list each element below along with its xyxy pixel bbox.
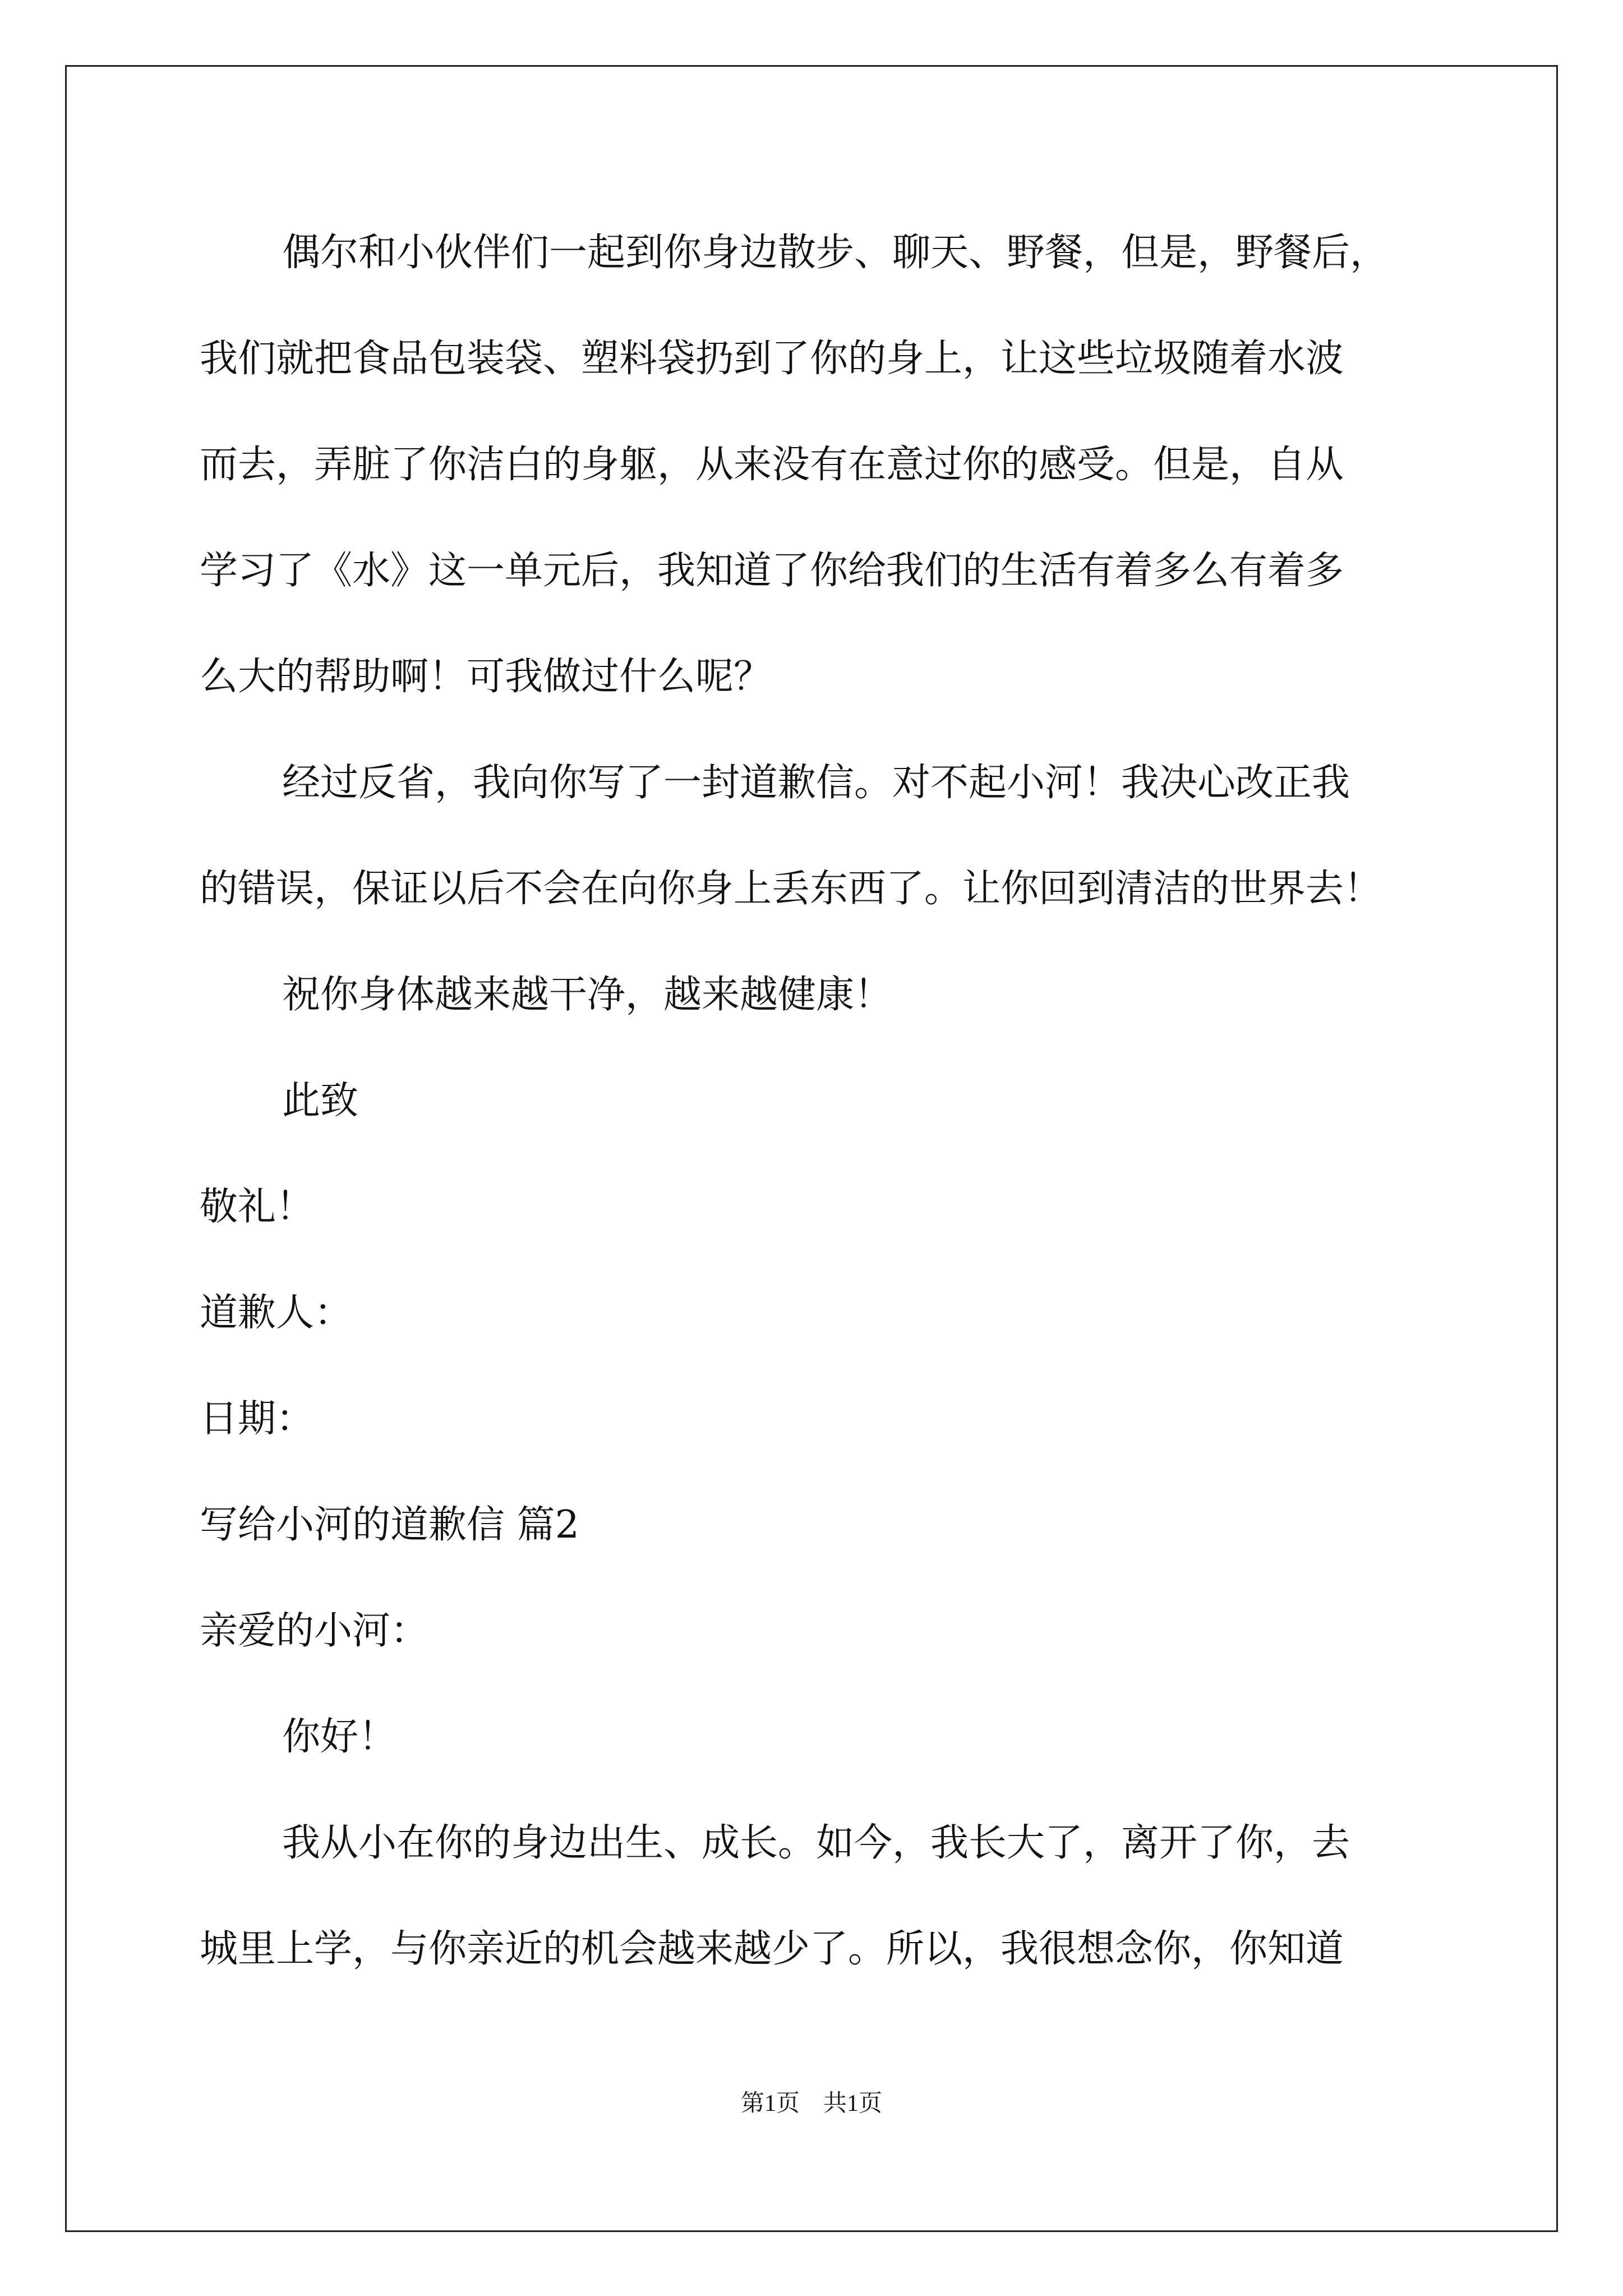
signer-label: 道歉人： bbox=[200, 1291, 353, 1335]
section-heading: 写给小河的道歉信 篇2 bbox=[200, 1503, 579, 1547]
paragraph-line: 么大的帮助啊！可我做过什么呢？ bbox=[200, 655, 772, 699]
date-label: 日期： bbox=[200, 1397, 315, 1441]
greeting-line: 亲爱的小河： bbox=[200, 1609, 429, 1653]
paragraph-line: 祝你身体越来越干净，越来越健康！ bbox=[282, 973, 893, 1017]
paragraph-line: 而去，弄脏了你洁白的身躯，从来没有在意过你的感受。但是，自从 bbox=[200, 443, 1344, 487]
paragraph-line: 经过反省，我向你写了一封道歉信。对不起小河！我决心改正我 bbox=[282, 761, 1350, 805]
paragraph-line: 我们就把食品包装袋、塑料袋扔到了你的身上，让这些垃圾随着水波 bbox=[200, 337, 1344, 381]
paragraph-line: 的错误，保证以后不会在向你身上丢东西了。让你回到清洁的世界去！ bbox=[200, 867, 1382, 911]
paragraph-line: 城里上学，与你亲近的机会越来越少了。所以，我很想念你，你知道 bbox=[200, 1927, 1344, 1971]
page-border bbox=[65, 65, 1558, 2232]
greeting-line: 你好！ bbox=[282, 1715, 397, 1759]
salutation-line: 敬礼！ bbox=[200, 1185, 315, 1229]
paragraph-line: 我从小在你的身边出生、成长。如今，我长大了，离开了你，去 bbox=[282, 1821, 1350, 1865]
paragraph-line: 偶尔和小伙伴们一起到你身边散步、聊天、野餐，但是，野餐后， bbox=[282, 231, 1389, 275]
closing-line: 此致 bbox=[282, 1079, 359, 1123]
page-footer: 第1页 共1页 bbox=[740, 2091, 882, 2116]
paragraph-line: 学习了《水》这一单元后，我知道了你给我们的生活有着多么有着多 bbox=[200, 549, 1344, 593]
